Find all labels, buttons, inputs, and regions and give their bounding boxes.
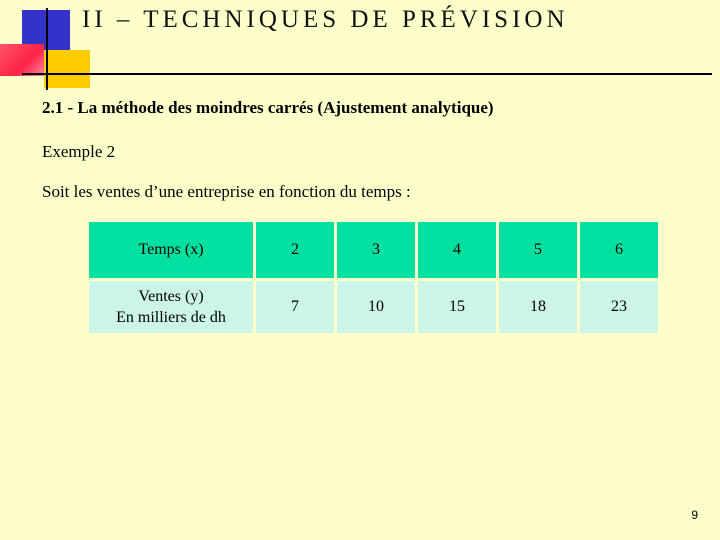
table-cell: 2 [256,222,334,278]
table-cell: 7 [256,281,334,333]
table-cell: 4 [418,222,496,278]
row-header-sales-line2: En milliers de dh [116,309,226,326]
example-label: Exemple 2 [42,142,116,161]
row-header-time: Temps (x) [89,222,253,278]
page-number: 9 [691,508,698,522]
decor-yellow-square [44,50,90,88]
decor-red-square [0,44,44,76]
table-row-time [89,222,658,278]
table-cell: 23 [580,281,658,333]
table-cell: 3 [337,222,415,278]
table-cell: 18 [499,281,577,333]
table-cell: 10 [337,281,415,333]
section-subtitle: 2.1 - La méthode des moindres carrés (Ajustement analytique) [42,98,494,117]
table-cell: 6 [580,222,658,278]
table-cell: 15 [418,281,496,333]
intro-text: Soit les ventes d’une entreprise en fonction du temps : [42,182,411,201]
slide-title: II – TECHNIQUES DE PRÉVISION [82,6,569,33]
decor-vertical-rule [46,8,48,90]
title-underline [22,73,712,75]
table-row-sales [89,281,658,333]
row-header-sales [89,281,253,333]
row-header-sales-line1: Ventes (y) [138,288,204,305]
sales-table [86,219,661,336]
table-cell: 5 [499,222,577,278]
